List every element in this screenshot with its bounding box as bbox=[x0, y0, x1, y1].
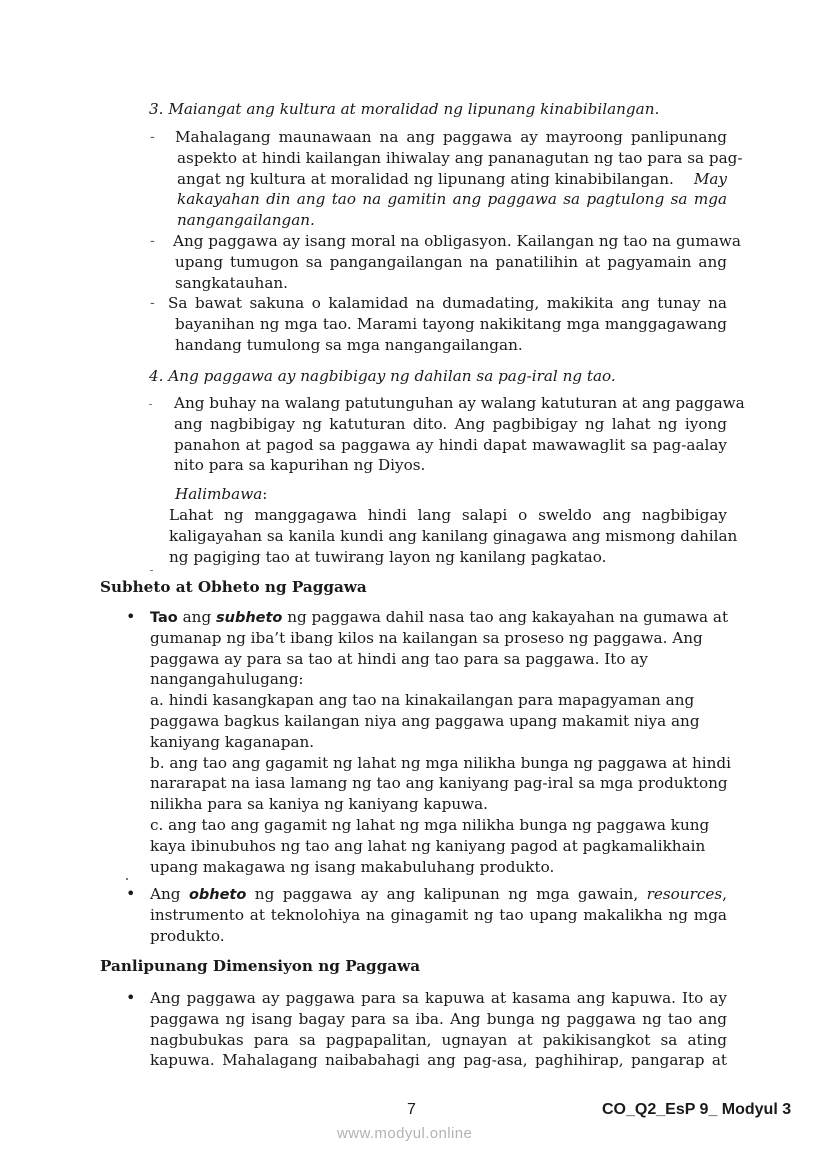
text-line: kaligayahan sa kanila kundi ang kanilang ginagawa ang mismong dahilan bbox=[169, 526, 738, 545]
text-line: nito para sa kapurihan ng Diyos. bbox=[174, 456, 426, 475]
text-line: paggawa bagkus kailangan niya ang paggawa upang makamit niya ang bbox=[150, 711, 700, 730]
text-line: Ang buhay na walang patutunguhan ay walang katuturan at ang paggawa bbox=[174, 394, 745, 412]
text-line bbox=[150, 884, 727, 905]
dash-marker bbox=[149, 404, 152, 405]
text-line: paggawa ay para sa tao at hindi ang tao para sa paggawa. Ito ay bbox=[150, 649, 648, 668]
dash-marker: - bbox=[150, 233, 155, 249]
text-line: sangkatauhan. bbox=[175, 273, 288, 292]
text-line: ng pagiging tao at tuwirang layon ng kanilang pagkatao. bbox=[169, 547, 607, 566]
text-line: nagbubukas para sa pagpapalitan, ugnayan at pakikisangkot sa ating bbox=[150, 1030, 727, 1049]
text-line: upang tumugon sa pangangailangan na panatilihin at pagyamain ang bbox=[175, 252, 727, 271]
text-line: produkto. bbox=[150, 926, 225, 945]
section-4-item-1 bbox=[174, 393, 745, 476]
bullet-icon: • bbox=[126, 607, 136, 626]
text-line: upang makagawa ng isang makabuluhang produkto. bbox=[150, 857, 555, 876]
text-line: handang tumulong sa mga nangangailangan. bbox=[175, 335, 523, 354]
text-line: b. ang tao ang gagamit ng lahat ng mga nilikha bunga ng paggawa at hindi bbox=[150, 753, 731, 772]
text-line bbox=[150, 607, 730, 628]
text-line: Lahat ng manggagawa hindi lang salapi o sweldo ang nagbibigay bbox=[169, 506, 727, 524]
text-line bbox=[175, 169, 727, 190]
text-line: nilikha para sa kaniya ng kaniyang kapuwa. bbox=[150, 795, 489, 814]
dash-marker: - bbox=[150, 295, 155, 311]
text-line: instrumento at teknolohiya na ginagamit ng tao upang makalikha ng mga bbox=[150, 905, 727, 924]
text-span: ang bbox=[177, 608, 216, 626]
text-line: nararapat na iasa lamang ng tao ang kaniyang pag-iral sa mga produktong bbox=[150, 774, 728, 793]
stray-mark bbox=[150, 570, 153, 571]
text-line: kakayahan din ang tao na gamitin ang paggawa sa pagtulong sa mga bbox=[177, 190, 727, 209]
bold-italic-span: obheto bbox=[188, 887, 247, 903]
section-3-title: 3. Maiangat ang kultura at moralidad ng lipunang kinabibilangan. bbox=[149, 100, 660, 118]
section-heading-panlipunan: Panlipunang Dimensiyon ng Paggawa bbox=[100, 957, 421, 975]
section-3-item-3 bbox=[168, 293, 727, 355]
text-span: , bbox=[722, 885, 727, 903]
text-line: ang nagbibigay ng katuturan dito. Ang pagbibigay ng lahat ng iyong bbox=[174, 414, 727, 433]
italic-span: May bbox=[693, 169, 727, 188]
bold-span: Tao bbox=[150, 610, 178, 626]
watermark: www.modyul.online bbox=[337, 1125, 473, 1142]
text-line: Mahalagang maunawaan na ang paggawa ay mayroong panlipunang bbox=[175, 128, 727, 146]
text-line: Ang paggawa ay isang moral na obligasyon. Kailangan ng tao na gumawa bbox=[173, 232, 741, 250]
text-line: Sa bawat sakuna o kalamidad na dumadating, makikita ang tunay na bbox=[168, 294, 727, 312]
text-line: kaya ibinubuhos ng tao ang lahat ng kaniyang pagod at pagkamalikhain bbox=[150, 836, 706, 855]
example-label-text: Halimbawa bbox=[175, 485, 263, 503]
text-line: aspekto at hindi kailangan ihiwalay ang pananagutan ng tao para sa pag- bbox=[177, 148, 743, 167]
example-label bbox=[175, 484, 267, 505]
module-code: CO_Q2_EsP 9_ Modyul 3 bbox=[602, 1101, 792, 1118]
panlipunan-bullet-1 bbox=[150, 988, 727, 1071]
subheto-bullet-1 bbox=[150, 607, 730, 877]
text-line: kapuwa. Mahalagang naibabahagi ang pag-asa, paghihirap, pangarap at bbox=[150, 1051, 727, 1070]
bullet-icon: • bbox=[126, 988, 136, 1007]
bullet-icon: • bbox=[126, 884, 136, 903]
text-span: angat ng kultura at moralidad ng lipunang ating kinabibilangan. bbox=[177, 169, 674, 188]
text-span: ng paggawa ay ang kalipunan ng mga gawain, bbox=[246, 885, 647, 903]
section-heading-subheto: Subheto at Obheto ng Paggawa bbox=[100, 578, 367, 596]
text-line: nangangahulugang: bbox=[150, 670, 304, 689]
colon: : bbox=[262, 485, 268, 503]
example-paragraph bbox=[169, 505, 738, 567]
text-span: Ang bbox=[150, 885, 189, 903]
text-line: nangangailangan. bbox=[177, 211, 315, 230]
text-line: kaniyang kaganapan. bbox=[150, 732, 315, 751]
section-3-item-1 bbox=[175, 127, 743, 231]
text-line: Ang paggawa ay paggawa para sa kapuwa at kasama ang kapuwa. Ito ay bbox=[150, 989, 727, 1007]
text-line: paggawa ng isang bagay para sa iba. Ang bunga ng paggawa ng tao ang bbox=[150, 1009, 727, 1028]
page-number: 7 bbox=[407, 1101, 416, 1118]
text-line: panahon at pagod sa paggawa ay hindi dapat mawawaglit sa pag-aalay bbox=[174, 435, 727, 454]
bold-italic-span: subheto bbox=[216, 610, 283, 626]
section-3-item-2 bbox=[173, 231, 741, 293]
section-4-title: 4. Ang paggawa ay nagbibigay ng dahilan sa pag-iral ng tao. bbox=[149, 367, 616, 385]
stray-mark bbox=[126, 878, 128, 880]
text-line: c. ang tao ang gagamit ng lahat ng mga nilikha bunga ng paggawa kung bbox=[150, 815, 710, 834]
text-line: a. hindi kasangkapan ang tao na kinakailangan para mapagyaman ang bbox=[150, 691, 695, 710]
text-line: gumanap ng iba’t ibang kilos na kailangan sa proseso ng paggawa. Ang bbox=[150, 628, 703, 647]
subheto-bullet-2 bbox=[150, 884, 727, 946]
dash-marker: - bbox=[150, 129, 155, 145]
italic-span: resources bbox=[646, 885, 723, 903]
text-span: ng paggawa dahil nasa tao ang kakayahan na gumawa at bbox=[282, 608, 729, 626]
text-line: bayanihan ng mga tao. Marami tayong nakikitang mga manggagawang bbox=[175, 314, 727, 333]
